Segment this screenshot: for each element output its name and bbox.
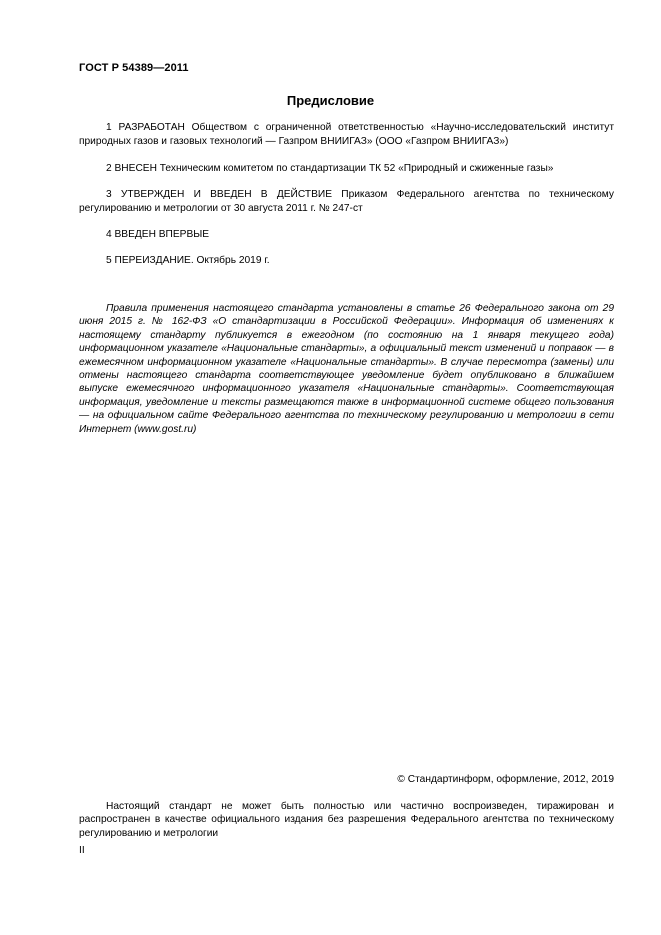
reproduction-notice: Настоящий стандарт не может быть полностью или частично воспроизведен, тиражирован и распространен в качестве официального издания без разрешения Федерального агентства по техническому регулированию и метрологии <box>79 801 614 839</box>
page-header: ГОСТ Р 54389—2011 <box>79 62 189 74</box>
application-rules-note: Правила применения настоящего стандарта установлены в статье 26 Федерального закона от 29 июня 2015 г. № 162-ФЗ «О стандартизации в Российской Федерации». Информация об изменениях к настоящему стандарту публикуется в ежегодном (по состоянию на 1 января текущего года) информационном указателе «Национальные стандарты», а официальный текст изменений и поправок — в ежемесячном информационном указателе «Национальные стандарты». В случае пересмотра (замены) или отмены настоящего стандарта соответствующее уведомление будет опубликовано в ближайшем выпуске ежемесячного информационного указателя «Национальные стандарты». Соответствующая информация, уведомление и тексты размещаются также в информационной системе общего пользования — на официальном сайте Федерального агентства по техническому регулированию и метрологии в сети Интернет (www.gost.ru) <box>79 303 614 435</box>
page-title: Предисловие <box>286 93 375 108</box>
copyright-notice: © Стандартинформ, оформление, 2012, 2019 <box>397 774 614 785</box>
preface-item-4: 4 ВВЕДЕН ВПЕРВЫЕ <box>106 229 210 240</box>
preface-item-1: 1 РАЗРАБОТАН Обществом с ограниченной ответственностью «Научно-исследовательский институт природных газов и газовых технологий — Газпром ВНИИГАЗ» (ООО «Газпром ВНИИГАЗ») <box>79 122 614 147</box>
page-number: II <box>79 845 85 856</box>
preface-item-2: 2 ВНЕСЕН Техническим комитетом по стандартизации ТК 52 «Природный и сжиженные газы» <box>106 163 554 174</box>
preface-item-3: 3 УТВЕРЖДЕН И ВВЕДЕН В ДЕЙСТВИЕ Приказом Федерального агентства по техническому регулированию и метрологии от 30 августа 2011 г. № 247-ст <box>79 189 614 214</box>
preface-item-5: 5 ПЕРЕИЗДАНИЕ. Октябрь 2019 г. <box>106 255 270 266</box>
